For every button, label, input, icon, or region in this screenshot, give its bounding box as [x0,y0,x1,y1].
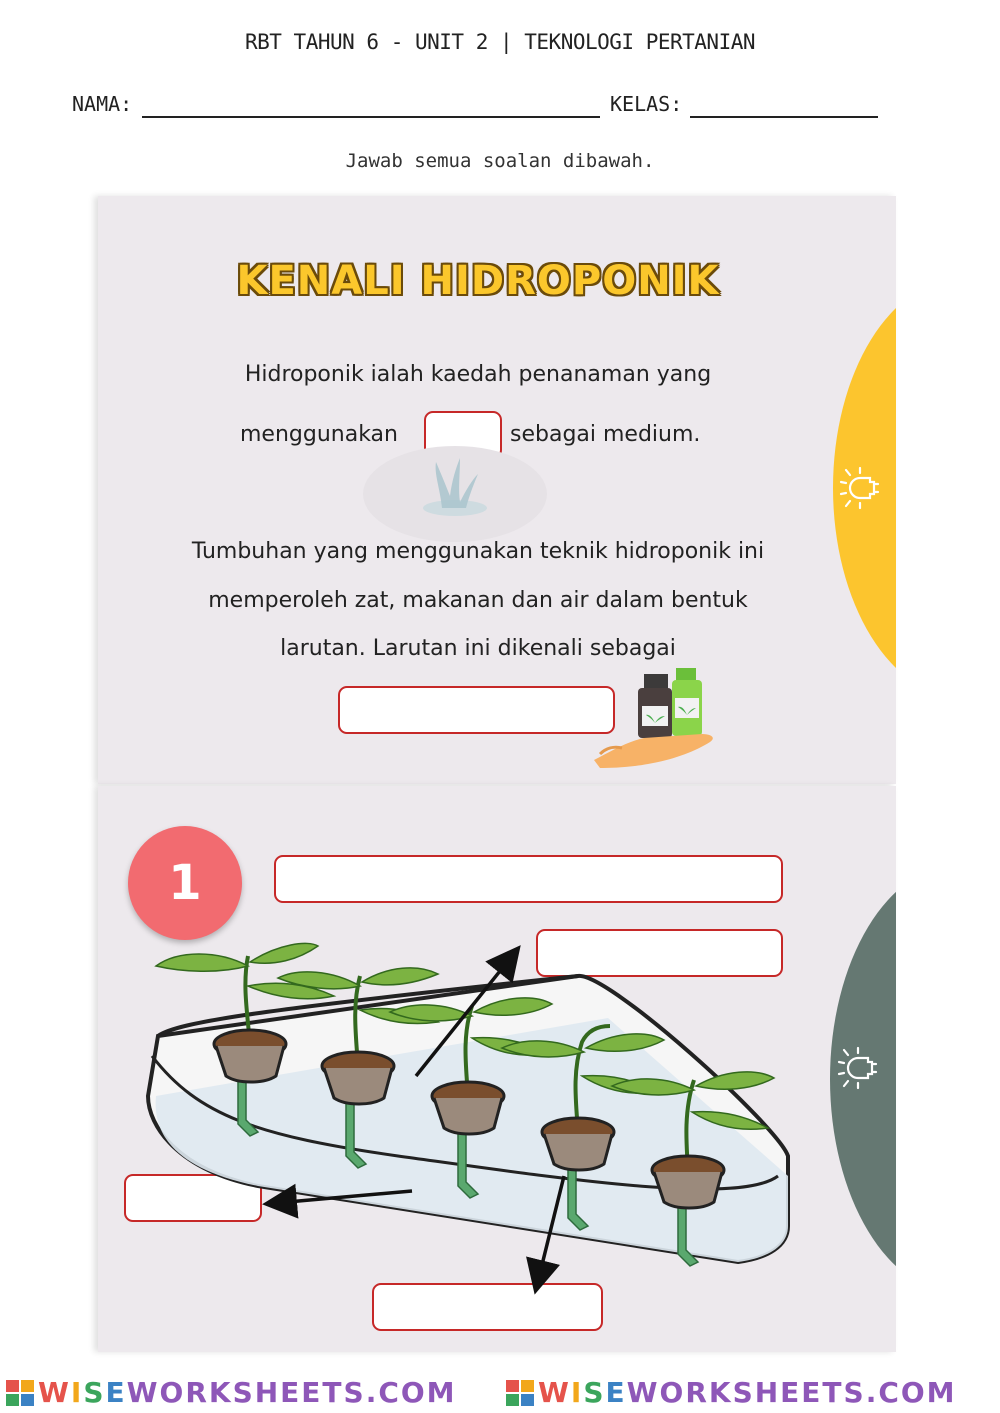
paragraph-line-3: larutan. Larutan ini dikenali sebagai [280,636,676,661]
question-number-badge: 1 [128,826,242,940]
paragraph-line-1: Tumbuhan yang menggunakan teknik hidroponik ini [191,539,765,564]
brand-wordmark: WISEWORKSHEETS.COM [538,1376,957,1409]
definition-line-2-end: sebagai medium. [510,422,701,447]
footer-brand-bar [0,1372,1000,1413]
nutrient-bottles-illustration [592,668,722,772]
water-splash-illustration [360,444,550,544]
lightbulb-icon [838,466,890,510]
definition-line-1: Hidroponik ialah kaedah penanaman yang [244,362,712,387]
hydroponics-intro-panel [98,196,896,784]
definition-line-2-start: menggunakan [240,422,398,447]
hydroponics-system-panel [98,786,896,1352]
class-label: KELAS: [610,92,683,116]
name-class-row [72,92,892,122]
class-field[interactable] [690,116,878,118]
brand-logo-icon [506,1380,534,1406]
answer-box-solution[interactable] [338,686,615,734]
paragraph-line-2: memperoleh zat, makanan dan air dalam bentuk [208,588,748,613]
brand-wordmark: WISEWORKSHEETS.COM [38,1376,457,1409]
name-field[interactable] [142,116,600,118]
brand-logo-icon [6,1380,34,1406]
name-label: NAMA: [72,92,133,116]
worksheet-title: RBT TAHUN 6 - UNIT 2 | TEKNOLOGI PERTANIAN [244,30,755,54]
instruction-text: Jawab semua soalan dibawah. [345,150,655,172]
label-arrows [98,786,858,1352]
section-title: KENALI HIDROPONIK [236,258,720,304]
